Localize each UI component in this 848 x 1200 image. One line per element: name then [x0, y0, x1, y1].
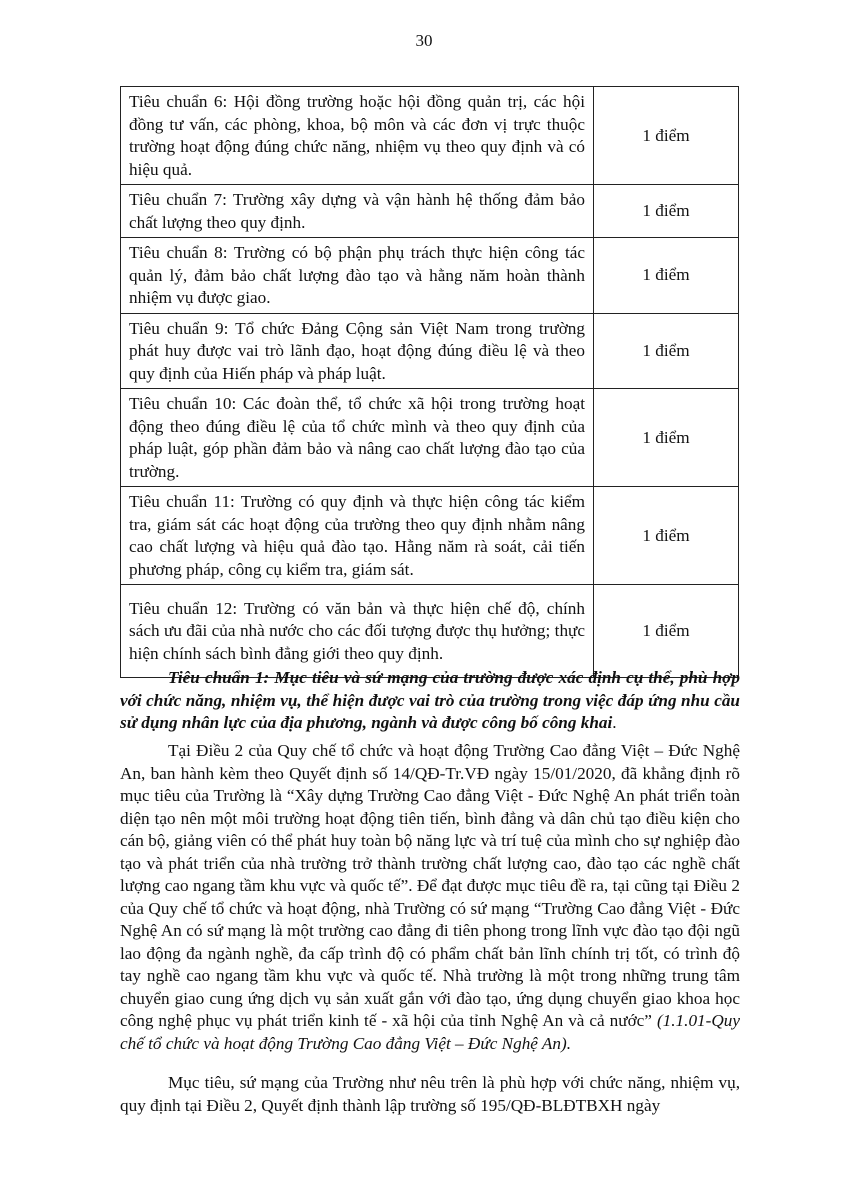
- criterion-score: 1 điểm: [594, 585, 739, 678]
- table-row: [121, 238, 739, 314]
- body-paragraph: [120, 1072, 740, 1117]
- criterion-description: Tiêu chuẩn 12: Trường có văn bản và thực hiện chế độ, chính sách ưu đãi của nhà nước cho các đối tượng được thụ hưởng; thực hiện chính sách bình đẳng giới theo quy định.: [121, 585, 594, 678]
- criterion-score: 1 điểm: [594, 238, 739, 314]
- body-paragraph: [120, 740, 740, 1055]
- paragraph-text: Mục tiêu, sứ mạng của Trường như nêu trên là phù hợp với chức năng, nhiệm vụ, quy định tại Điều 2, Quyết định thành lập trường số 195/QĐ-BLĐTBXH ngày: [120, 1073, 740, 1115]
- criteria-table: [120, 86, 739, 678]
- criterion-description: Tiêu chuẩn 8: Trường có bộ phận phụ trách thực hiện công tác quản lý, đảm bảo chất lượng đào tạo và hằng năm hoàn thành nhiệm vụ được giao.: [121, 238, 594, 314]
- criterion-description: Tiêu chuẩn 11: Trường có quy định và thực hiện công tác kiểm tra, giám sát các hoạt động của trường theo quy định nhằm nâng cao chất lượng và hiệu quả đào tạo. Hằng năm rà soát, cải tiến phương pháp, công cụ kiểm tra, giám sát.: [121, 487, 594, 585]
- table-row: [121, 185, 739, 238]
- criterion-score: 1 điểm: [594, 185, 739, 238]
- criterion-description: Tiêu chuẩn 7: Trường xây dựng và vận hành hệ thống đảm bảo chất lượng theo quy định.: [121, 185, 594, 238]
- section-heading: [120, 667, 740, 735]
- section-heading-text: Tiêu chuẩn 1: Mục tiêu và sứ mạng của trường được xác định cụ thể, phù hợp với chức năng, nhiệm vụ, thể hiện được vai trò của trường trong việc đáp ứng nhu cầu sử dụng nhân lực của địa phương, ngành và được công bố công khai: [120, 668, 740, 732]
- criterion-score: 1 điểm: [594, 389, 739, 487]
- table-row: [121, 487, 739, 585]
- citation: (1.1.01-Quy chế tổ chức và hoạt động Trường Cao đẳng Việt – Đức Nghệ An).: [120, 1011, 740, 1053]
- criterion-score: 1 điểm: [594, 487, 739, 585]
- criterion-score: 1 điểm: [594, 87, 739, 185]
- paragraph-text: Tại Điều 2 của Quy chế tổ chức và hoạt động Trường Cao đẳng Việt – Đức Nghệ An, ban hành kèm theo Quyết định số 14/QĐ-Tr.VĐ ngày 15/01/2020, đã khẳng định rõ mục tiêu của Trường là “Xây dựng Trường Cao đẳng Việt - Đức Nghệ An phát triển toàn diện tạo nên một môi trường hoạt động tiên tiến, bình đẳng và dân chủ tạo điều kiện cho cán bộ, giảng viên có thể phát huy toàn bộ năng lực và trí tuệ của mình cho sự nghiệp đào tạo và phát triển của nhà trường trở thành trường chất lượng cao, đào tạo các nghề chất lượng cao ngang tầm khu vực và quốc tế”. Để đạt được mục tiêu đề ra, tại cũng tại Điều 2 của Quy chế tổ chức và hoạt động, nhà Trường có sứ mạng “Trường Cao đẳng Việt - Đức Nghệ An có sứ mạng là một trường cao đẳng đi tiên phong trong lĩnh vực đào tạo đội ngũ lao động đa ngành nghề, đa cấp trình độ có phẩm chất bản lĩnh chính trị tốt, có trình độ tay nghề cao ngang tầm khu vực và quốc tế. Nhà trường là một trong những trung tâm chuyển giao cung ứng dịch vụ sản xuất gắn với đào tạo, ứng dụng chuyển giao khoa học công nghệ phục vụ phát triển kinh tế - xã hội của tỉnh Nghệ An và cả nước”: [120, 741, 740, 1030]
- page-number: 30: [415, 31, 433, 50]
- table-row: [121, 313, 739, 389]
- criterion-description: Tiêu chuẩn 6: Hội đồng trường hoặc hội đồng quản trị, các hội đồng tư vấn, các phòng, khoa, bộ môn và các đơn vị trực thuộc trường hoạt động đúng chức năng, nhiệm vụ theo quy định và có hiệu quả.: [121, 87, 594, 185]
- criterion-description: Tiêu chuẩn 10: Các đoàn thể, tổ chức xã hội trong trường hoạt động theo đúng điều lệ của tổ chức mình và theo quy định của pháp luật, góp phần đảm bảo và nâng cao chất lượng đào tạo của trường.: [121, 389, 594, 487]
- criterion-description: Tiêu chuẩn 9: Tổ chức Đảng Cộng sản Việt Nam trong trường phát huy được vai trò lãnh đạo, hoạt động đúng điều lệ và theo quy định của Hiến pháp và pháp luật.: [121, 313, 594, 389]
- table-row: [121, 389, 739, 487]
- section-heading-end: .: [612, 713, 617, 732]
- criterion-score: 1 điểm: [594, 313, 739, 389]
- table-row: [121, 585, 739, 678]
- table-row: [121, 87, 739, 185]
- criteria-table-body: [121, 87, 739, 678]
